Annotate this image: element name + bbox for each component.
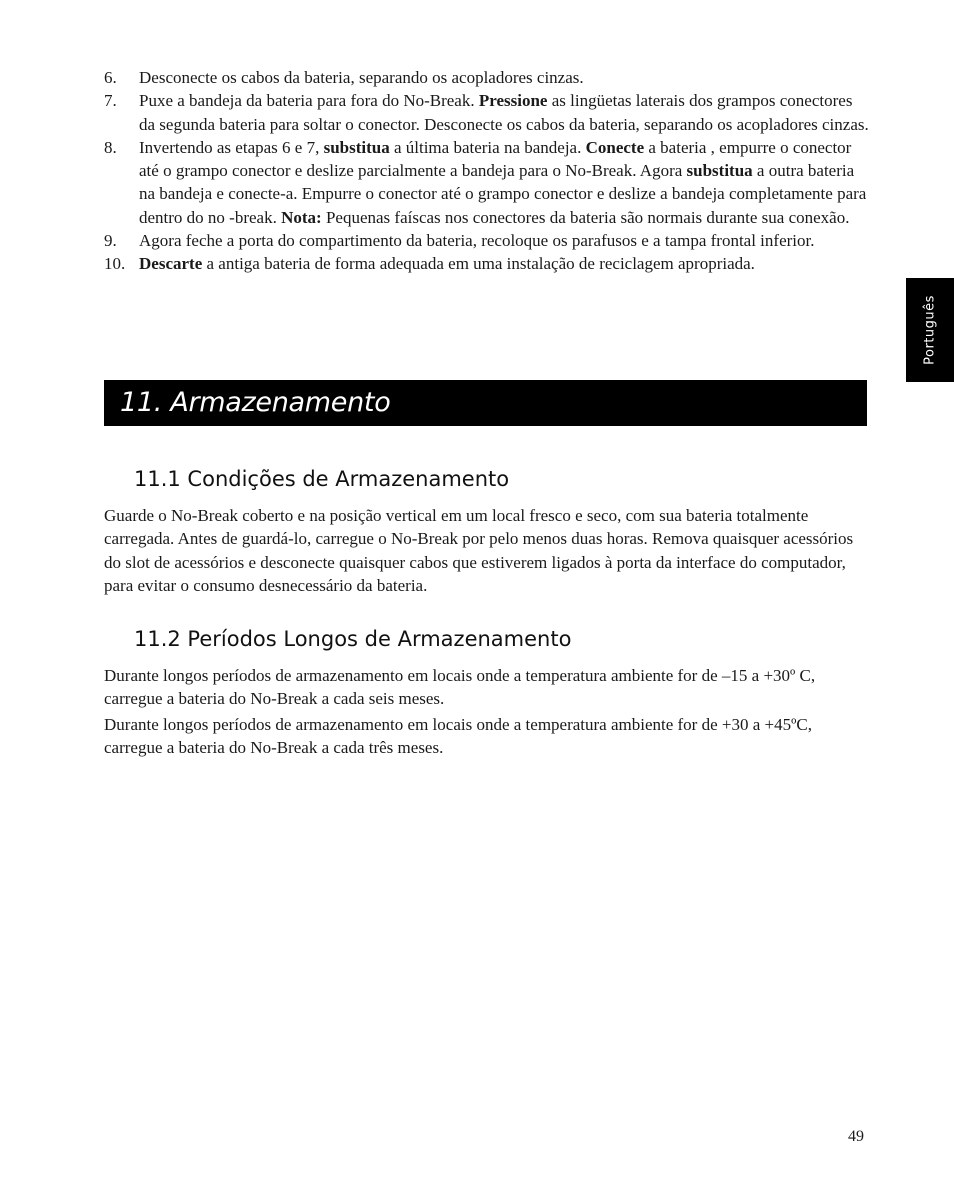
step-text: a bateria , empurre o conector até o grampo conector e deslize parcialmente a bandeja para o No-Break. Agora [139, 137, 852, 181]
step-emphasis: Conecte [585, 137, 645, 157]
step-text: as lingüetas laterais dos grampos conectores da segunda bateria para soltar o conector. Desconecte os cabos da bateria, separando os acopladores cinzas. [139, 91, 869, 134]
step-item [104, 252, 870, 275]
step-text: Puxe a bandeja da bateria para fora do No-Break. [139, 91, 479, 111]
step-number: 9. [104, 231, 117, 251]
step-emphasis: substitua [686, 161, 753, 181]
step-number: 8. [104, 137, 117, 157]
subsection-title-long-storage: 11.2 Períodos Longos de Armazenamento [134, 627, 572, 651]
step-emphasis: Descarte [139, 254, 203, 274]
step-number: 10. [104, 254, 126, 274]
battery-replacement-steps [104, 66, 870, 276]
step-text: Invertendo as etapas 6 e 7, [139, 137, 324, 157]
step-item [104, 136, 870, 229]
language-tab-label: Português [922, 295, 938, 365]
step-text: a última bateria na bandeja. [389, 137, 586, 157]
storage-conditions-paragraph: Guarde o No-Break coberto e na posição vertical em um local fresco e seco, com sua bateria totalmente carregada. Antes de guardá-lo, carregue o No-Break por pelo menos duas horas. Remova quaisquer acessórios do slot de acessórios e desconecte quaisquer cabos que estiverem ligados à porta da interface do computador, para evitar o consumo desnecessário da bateria. [104, 506, 854, 595]
long-storage-paragraph-2: Durante longos períodos de armazenamento em locais onde a temperatura ambiente for de +30 a +45ºC, carregue a bateria do No-Break a cada três meses. [104, 715, 812, 758]
step-number: 7. [104, 91, 117, 111]
step-item [104, 66, 870, 89]
step-text: Agora feche a porta do compartimento da bateria, recoloque os parafusos e a tampa frontal inferior. [139, 231, 815, 251]
language-tab [906, 278, 954, 382]
step-text: a antiga bateria de forma adequada em uma instalação de reciclagem apropriada. [202, 254, 755, 274]
step-emphasis: Pressione [478, 91, 548, 111]
step-text: Pequenas faíscas nos conectores da bateria são normais durante sua conexão. [321, 207, 850, 227]
section-heading-bar [104, 380, 867, 426]
step-number: 6. [104, 68, 117, 87]
step-emphasis: Nota: [281, 207, 322, 227]
step-emphasis: substitua [323, 137, 390, 157]
step-item [104, 89, 870, 136]
long-storage-paragraph-1: Durante longos períodos de armazenamento em locais onde a temperatura ambiente for de –15 a +30º C, carregue a bateria do No-Break a cada seis meses. [104, 666, 816, 709]
step-item [104, 229, 870, 252]
page-number: 49 [848, 1128, 864, 1145]
step-text: Desconecte os cabos da bateria, separando os acopladores cinzas. [139, 68, 584, 87]
section-title: 11. Armazenamento [120, 387, 391, 418]
step-text: a outra bateria na bandeja e conecte-a. Empurre o conector até o grampo conector e deslize a bandeja completamente para dentro do no -break. [139, 161, 867, 227]
subsection-title-storage-conditions: 11.1 Condições de Armazenamento [134, 467, 510, 491]
